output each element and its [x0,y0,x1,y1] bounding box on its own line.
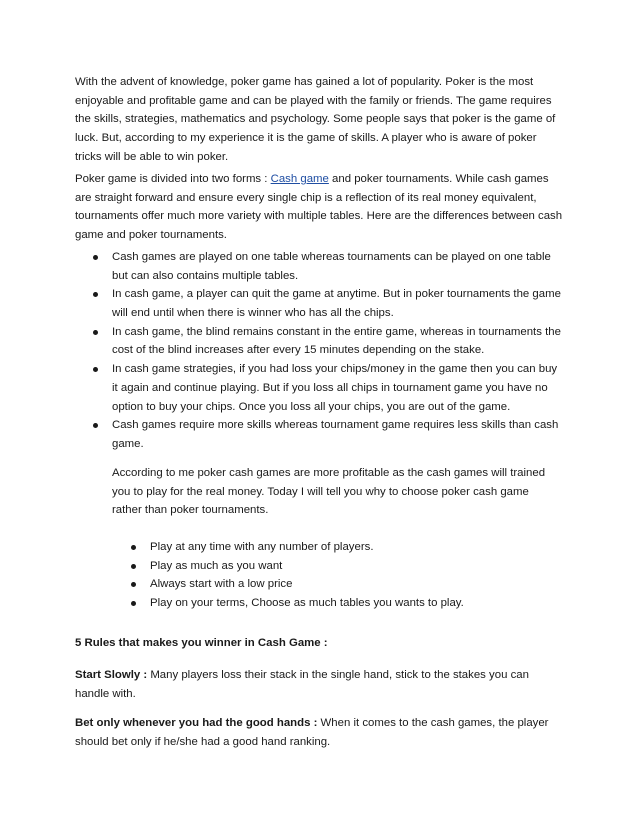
bullet-icon [131,582,136,587]
list-item [91,323,565,360]
intro-paragraph: With the advent of knowledge, poker game has gained a lot of popularity. Poker is the most enjoyable and profitable game and can be played with the family or friends. The game requires the skills, strategies, mathematics and psychology. Some people says that poker is the game of luck. But, according to my experience it is the game of skills. A player who is aware of poker tricks will be able to win poker. [75,76,556,163]
bullet-icon [93,423,98,428]
bullet-icon [131,601,136,606]
reasons-list [129,538,565,612]
rules-heading-text: 5 Rules that makes you winner in Cash Game : [75,637,328,649]
list-item-text: In cash game, a player can quit the game at anytime. But in poker tournaments the game will end until when there is winner who has all the chips. [112,288,561,320]
list-item-text: Always start with a low price [150,578,293,590]
rules-heading [75,634,565,653]
rule-text: Many players loss their stack in the single hand, stick to the stakes you can handle with. [75,669,529,700]
forms-text-before-link: Poker game is divided into two forms : [75,173,271,185]
rule-text: When it comes to the cash games, the player should bet only if he/she had a good hand ranking. [75,717,549,748]
list-item [129,575,565,594]
rule-title: Bet only whenever you had the good hands : [75,717,318,729]
bullet-icon [131,564,136,569]
list-item [129,538,565,557]
cash-game-link[interactable]: Cash game [270,173,329,185]
forms-paragraph [75,170,565,245]
rule-good-hands [75,714,565,751]
differences-list [91,248,565,454]
list-item-text: Play as much as you want [150,559,283,572]
list-item [129,594,565,613]
list-item [91,416,565,453]
bullet-icon [93,367,98,372]
list-item-text: Play on your terms, Choose as much tables you wants to play. [150,596,464,609]
opinion-paragraph: According to me poker cash games are more profitable as the cash games will trained you to play for the real money. Today I will tell you why to choose poker cash game rather than poker tournaments. [112,467,546,517]
bullet-icon [93,292,98,297]
rule-start-slowly [75,666,565,703]
bullet-icon [93,255,98,260]
forms-text-after-link: and poker tournaments. While cash games are straight forward and ensure every single chip is a reflection of its real money equivalent, tournaments offer much more variety with multiple tables. Here are the differences between cash game and poker tournaments. [75,173,563,242]
list-item-text: Cash games are played on one table whereas tournaments can be played on one table but can also contains multiple tables. [112,251,551,282]
list-item [91,248,565,285]
list-item-text: Cash games require more skills whereas tournament game requires less skills than cash game. [112,419,559,450]
list-item-text: In cash game, the blind remains constant in the entire game, whereas in tournaments the cost of the blind increases after every 15 minutes depending on the stake. [112,325,561,357]
bullet-icon [93,330,98,335]
bullet-icon [131,545,136,550]
list-item [91,360,565,416]
list-item-text: Play at any time with any number of players. [150,541,374,553]
list-item [91,285,565,322]
list-item [129,557,565,576]
rule-title: Start Slowly : [75,669,148,681]
list-item-text: In cash game strategies, if you had loss your chips/money in the game then you can buy it again and continue playing. But if you loss all chips in tournament game you have no option to buy your chips. Once you loss all your chips, you are out of the game. [112,363,558,413]
